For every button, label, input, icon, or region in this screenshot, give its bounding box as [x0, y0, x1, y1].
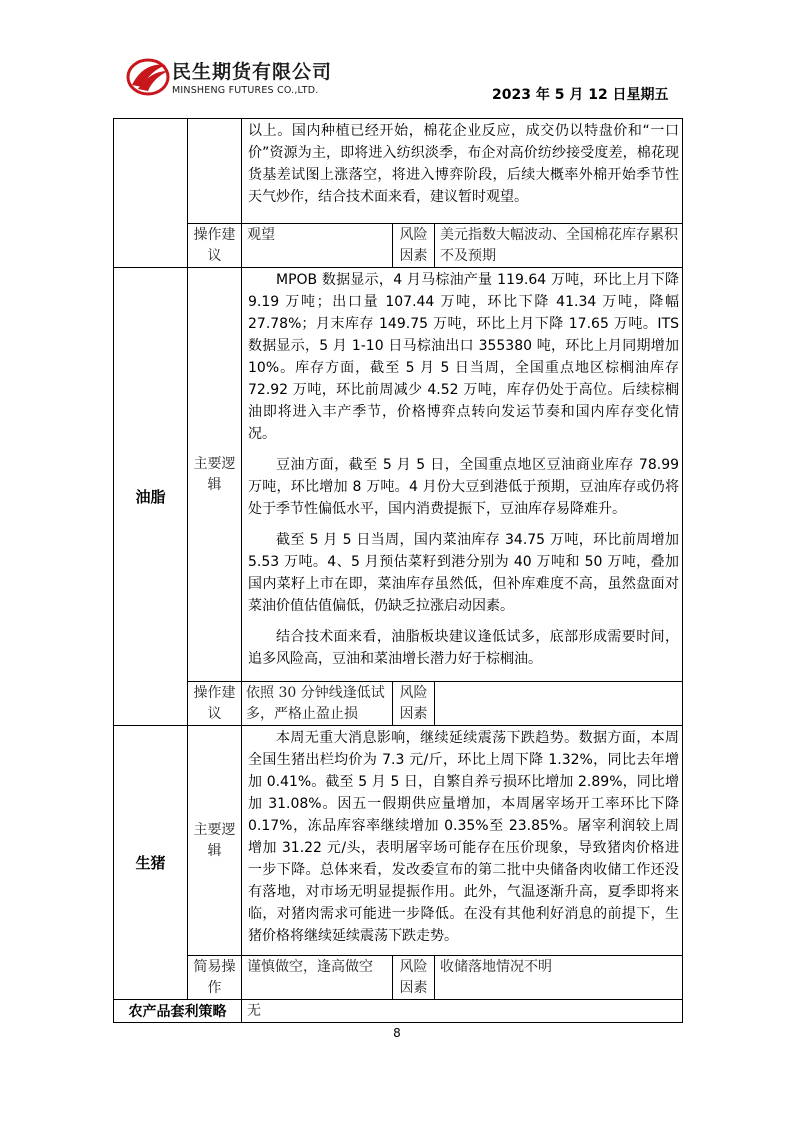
- company-name-en: MINSHENG FUTURES CO.,LTD.: [172, 85, 319, 96]
- page-number: 8: [393, 1026, 401, 1040]
- arbitrage-label: 农产品套利策略: [114, 1000, 242, 1023]
- cotton-op-label: 操作建议: [188, 224, 242, 268]
- oils-logic-text: [242, 268, 683, 682]
- hogs-op-row: [114, 956, 683, 1000]
- hogs-risk-value: 收储落地情况不明: [435, 956, 683, 1000]
- hogs-sector-label: 生猪: [114, 726, 188, 1000]
- oils-paragraph: MPOB 数据显示，4 月马棕油产量 119.64 万吨，环比上月下降 9.19 万吨；出口量 107.44 万吨，环比下降 41.34 万吨，降幅 27.78%；月末库存 149.75 万吨，环比上月下降 17.65 万吨。ITS 数据显示，5 月 1-10 日马棕油出口 355380 吨，环比上月同期增加 10%。库存方面，截至 5 月 5 日当周，全国重点地区棕榈油库存 72.92 万吨，环比前周减少 4.52 万吨，库存仍处于高位。后续棕榈油即将进入丰产季节，价格博弈点转向发运节奏和国内库存变化情况。: [248, 272, 680, 442]
- cotton-logic-row: [114, 119, 683, 224]
- oils-paragraph: 豆油方面，截至 5 月 5 日，全国重点地区豆油商业库存 78.99 万吨，环比增加 8 万吨。4 月份大豆到港低于预期，豆油库存或仍将处于季节性偏低水平，国内消费提振下，豆油库存易降难升。: [248, 457, 680, 517]
- cotton-risk-label: 风险因素: [393, 224, 435, 268]
- company-name-cn: 民生期货有限公司: [172, 61, 333, 83]
- company-logo: [126, 55, 366, 105]
- oils-risk-label: 风险因素: [393, 682, 435, 726]
- oils-sector-label: 油脂: [114, 268, 188, 726]
- arbitrage-value: 无: [242, 1000, 683, 1023]
- cotton-risk-value: 美元指数大幅波动、全国棉花库存累积不及预期: [435, 224, 683, 268]
- hogs-logic-label: 主要逻辑: [188, 726, 242, 956]
- hogs-op-label: 简易操作: [188, 956, 242, 1000]
- oils-paragraph: 结合技术面来看，油脂板块建议逢低试多，底部形成需要时间，追多风险高，豆油和菜油增长潜力好于棕榈油。: [248, 629, 680, 667]
- page-header: [0, 0, 794, 118]
- cotton-sector-cell: [114, 119, 188, 268]
- cotton-op-row: [114, 224, 683, 268]
- cotton-logic-label-cell: [188, 119, 242, 224]
- oils-risk-value: [435, 682, 683, 726]
- oils-op-value: 依照 30 分钟线逢低试多，严格止盈止损: [242, 682, 393, 726]
- hogs-logic-row: [114, 726, 683, 956]
- arbitrage-row: [114, 1000, 683, 1023]
- hogs-op-value: 谨慎做空，逢高做空: [242, 956, 393, 1000]
- report-date: 2023 年 5 月 12 日星期五: [492, 87, 669, 103]
- cotton-op-value: 观望: [242, 224, 393, 268]
- oils-paragraph: 截至 5 月 5 日当周，国内菜油库存 34.75 万吨，环比前周增加 5.53 万吨。4、5 月预估菜籽到港分别为 40 万吨和 50 万吨，叠加国内菜籽上市在即，菜油库存虽然低，但补库难度不高，虽然盘面对菜油价值估值偏低，仍缺乏拉涨启动因素。: [248, 532, 680, 614]
- strategy-table: [113, 118, 683, 1023]
- minsheng-logo-icon: [126, 55, 170, 97]
- oils-op-row: [114, 682, 683, 726]
- hogs-logic-text: 本周无重大消息影响，继续延续震荡下跌趋势。数据方面，本周全国生猪出栏均价为 7.3 元/斤，环比上周下降 1.32%，同比去年增加 0.41%。截至 5 月 5 日，自繁自养亏损环比增加 2.89%，同比增加 31.08%。因五一假期供应量增加，本周屠宰场开工率环比下降 0.17%，冻品库容率继续增加 0.35%至 23.85%。屠宰利润较上周增加 31.22 元/头，表明屠宰场可能存在压价现象，导致猪肉价格进一步下降。总体来看，发改委宣布的第二批中央储备肉收储工作还没有落地，对市场无明显提振作用。此外，气温逐渐升高，夏季即将来临，对猪肉需求可能进一步降低。在没有其他利好消息的前提下，生猪价格将继续延续震荡下跌走势。: [242, 726, 683, 956]
- oils-logic-label: 主要逻辑: [188, 268, 242, 682]
- cotton-logic-text: 以上。国内种植已经开始，棉花企业反应，成交仍以特盘价和“一口价”资源为主，即将进入纺织淡季，布企对高价纺纱接受度差，棉花现货基差试图上涨落空，将进入博弈阶段，后续大概率外棉开始季节性天气炒作，结合技术面来看，建议暂时观望。: [242, 119, 683, 224]
- hogs-risk-label: 风险因素: [393, 956, 435, 1000]
- oils-logic-row: [114, 268, 683, 682]
- oils-op-label: 操作建议: [188, 682, 242, 726]
